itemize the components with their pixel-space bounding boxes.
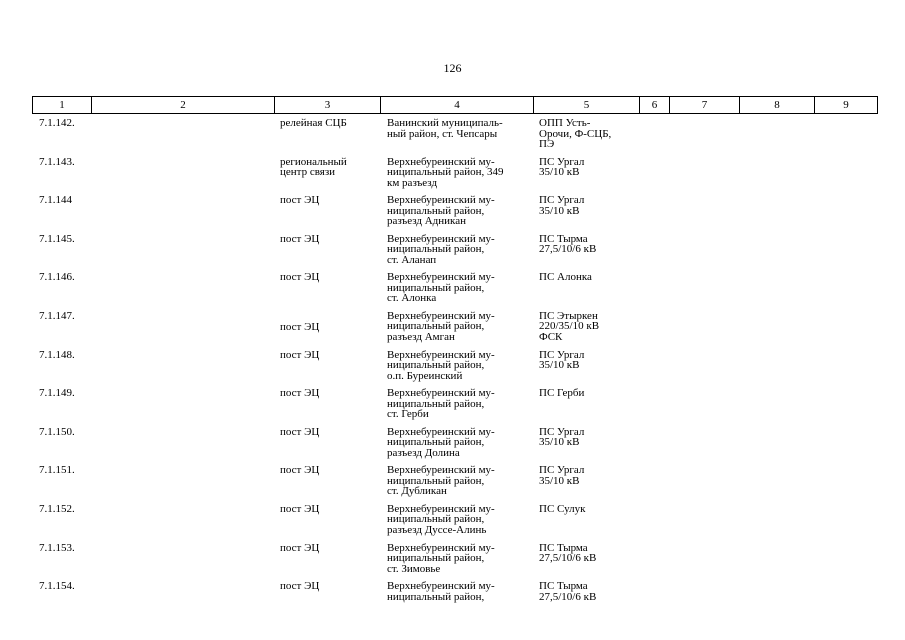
object-location: Верхнебуреинский му- ниципальный район, 349 км разъезд [387,155,504,189]
column-header-8: 8 [740,97,815,114]
object-name: пост ЭЦ [280,232,320,245]
object-name: пост ЭЦ [280,425,320,438]
power-source: ПС Алонка [539,271,592,284]
object-name: релейная СЦБ [280,117,347,129]
column-header-6: 6 [640,97,670,114]
object-name: пост ЭЦ [280,464,320,477]
power-source: ОПП Усть- Орочи, Ф-СЦБ, ПЭ [539,117,612,150]
column-header-2: 2 [92,97,275,114]
column-header-5: 5 [534,97,640,114]
row-number: 7.1.146. [39,271,75,284]
object-location: Верхнебуреинский му- ниципальный район, ст. Аланап [387,232,495,266]
table-row [32,311,877,350]
column-header-4: 4 [381,97,534,114]
table-row [32,157,877,196]
power-source: ПС Сулук [539,502,586,515]
table-row [32,272,877,311]
row-number: 7.1.142. [39,117,75,129]
column-header-3: 3 [275,97,381,114]
object-name: пост ЭЦ [280,271,320,284]
object-location: Верхнебуреинский му- ниципальный район, о.п. Буреинский [387,348,495,382]
table-row [32,118,877,157]
power-source: ПС Ургал 35/10 кВ [539,425,585,449]
object-name: пост ЭЦ [280,580,320,593]
object-location: Верхнебуреинский му- ниципальный район, [387,580,495,603]
object-name: пост ЭЦ [280,320,320,333]
table-row [32,350,877,389]
row-number: 7.1.147. [39,309,75,322]
row-number: 7.1.149. [39,387,75,400]
row-number: 7.1.148. [39,348,75,361]
object-location: Верхнебуреинский му- ниципальный район, разъезд Адникан [387,194,495,228]
column-header-row [33,97,878,114]
object-location: Ванинский муниципаль- ный район, ст. Чепсары [387,117,503,140]
power-source: ПС Герби [539,387,585,400]
table-row [32,465,877,504]
table-row [32,234,877,273]
column-header-table [32,96,878,114]
power-source: ПС Тырма 27,5/10/6 кВ [539,232,597,256]
row-number: 7.1.144 [39,194,72,207]
object-location: Верхнебуреинский му- ниципальный район, ст. Герби [387,387,495,421]
object-name: пост ЭЦ [280,194,320,207]
column-header-9: 9 [815,97,878,114]
column-header-1: 1 [33,97,92,114]
object-location: Верхнебуреинский му- ниципальный район, разъезд Дуссе-Алинь [387,502,495,536]
table-row [32,581,877,620]
row-number: 7.1.153. [39,541,75,554]
column-header-7: 7 [670,97,740,114]
power-source: ПС Ургал 35/10 кВ [539,155,585,179]
object-location: Верхнебуреинский му- ниципальный район, ст. Дубликан [387,464,495,498]
power-source: ПС Ургал 35/10 кВ [539,464,585,487]
row-number: 7.1.152. [39,502,75,515]
row-number: 7.1.150. [39,425,75,438]
row-number: 7.1.143. [39,155,75,168]
object-location: Верхнебуреинский му- ниципальный район, ст. Алонка [387,271,495,305]
power-source: ПС Тырма 27,5/10/6 кВ [539,541,597,565]
object-name: пост ЭЦ [280,348,320,361]
table-body [32,118,877,620]
table-row [32,504,877,543]
object-location: Верхнебуреинский му- ниципальный район, разъезд Долина [387,425,495,459]
table-row [32,195,877,234]
power-source: ПС Этыркен 220/35/10 кВ ФСК [539,309,600,343]
row-number: 7.1.154. [39,580,75,593]
object-name: пост ЭЦ [280,502,320,515]
row-number: 7.1.145. [39,232,75,245]
object-name: региональный центр связи [280,155,347,179]
power-source: ПС Ургал 35/10 кВ [539,194,585,217]
object-name: пост ЭЦ [280,541,320,554]
power-source: ПС Тырма 27,5/10/6 кВ [539,580,597,603]
page-number: 126 [443,61,462,75]
table-row [32,427,877,466]
power-source: ПС Ургал 35/10 кВ [539,348,585,372]
object-location: Верхнебуреинский му- ниципальный район, ст. Зимовье [387,541,495,575]
table-row [32,388,877,427]
object-location: Верхнебуреинский му- ниципальный район, разъезд Амган [387,309,495,343]
table-row [32,543,877,582]
row-number: 7.1.151. [39,464,75,477]
object-name: пост ЭЦ [280,387,320,400]
